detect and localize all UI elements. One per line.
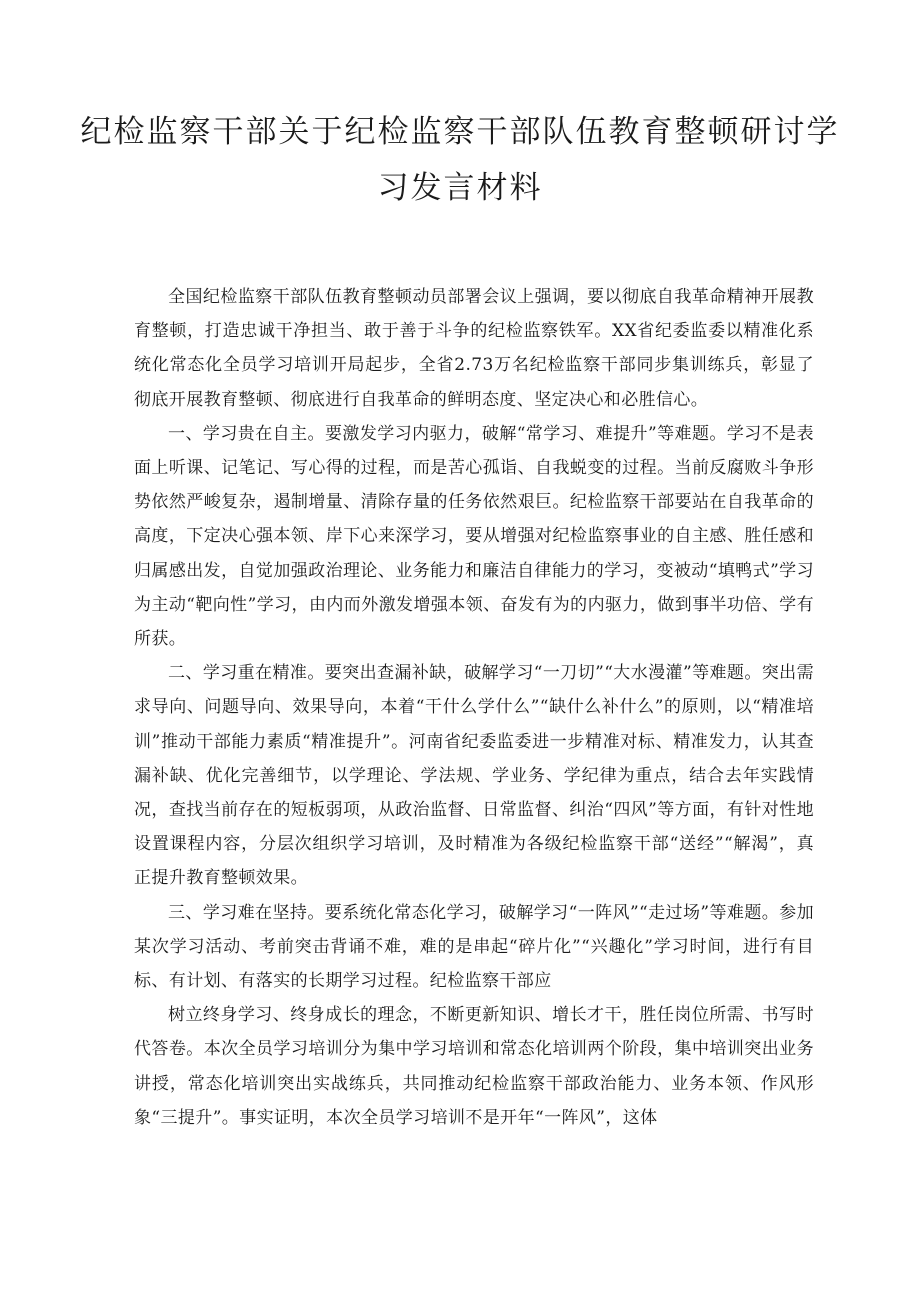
document-body [134,280,814,1135]
document-title: 纪检监察干部关于纪检监察干部队伍教育整顿研讨学习发言材料 [80,114,840,206]
paragraph-section-2: 二、学习重在精准。要突出查漏补缺，破解学习“一刀切”“大水漫灌”等难题。突出需求导向、问题导向、效果导向，本着“干什么学什么”“缺什么补什么”的原则，以“精准培训”推动干部能力素质“精准提升”。河南省纪委监委进一步精准对标、精准发力，认其查漏补缺、优化完善细节，以学理论、学法规、学业务、学纪律为重点，结合去年实践情况，查找当前存在的短板弱项，从政治监督、日常监督、纠治“四风”等方面，有针对性地设置课程内容，分层次组织学习培训，及时精准为各级纪检监察干部“送经”“解渴”，真正提升教育整顿效果。 [134,663,814,889]
paragraph-section-3: 三、学习难在坚持。要系统化常态化学习，破解学习“一阵风”“走过场”等难题。参加某次学习活动、考前突击背诵不难，难的是串起“碎片化”“兴趣化”学习时间，进行有目标、有计划、有落实的长期学习过程。纪检监察干部应 [134,902,814,992]
paragraph-continuation: 树立终身学习、终身成长的理念，不断更新知识、增长才干，胜任岗位所需、书写时代答卷。本次全员学习培训分为集中学习培训和常态化培训两个阶段，集中培训突出业务讲授，常态化培训突出实战练兵，共同推动纪检监察干部政治能力、业务本领、作风形象“三提升”。事实证明，本次全员学习培训不是开年“一阵风”，这体 [134,1005,814,1128]
paragraph-section-1: 一、学习贵在自主。要激发学习内驱力，破解“常学习、难提升”等难题。学习不是表面上听课、记笔记、写心得的过程，而是苦心孤诣、自我蜕变的过程。当前反腐败斗争形势依然严峻复杂，遏制增量、清除存量的任务依然艰巨。纪检监察干部要站在自我革命的高度，下定决心强本领、岸下心来深学习，要从增强对纪检监察事业的自主感、胜任感和归属感出发，自觉加强政治理论、业务能力和廉洁自律能力的学习，变被动“填鸭式”学习为主动“靶向性”学习，由内而外激发增强本领、奋发有为的内驱力，做到事半功倍、学有所获。 [134,423,814,650]
paragraph-intro: 全国纪检监察干部队伍教育整顿动员部署会议上强调，要以彻底自我革命精神开展教育整顿，打造忠诚干净担当、敢于善于斗争的纪检监察铁军。XX省纪委监委以精准化系统化常态化全员学习培训开局起步，全省2.73万名纪检监察干部同步集训练兵，彰显了彻底开展教育整顿、彻底进行自我革命的鲜明态度、坚定决心和必胜信心。 [134,287,814,410]
